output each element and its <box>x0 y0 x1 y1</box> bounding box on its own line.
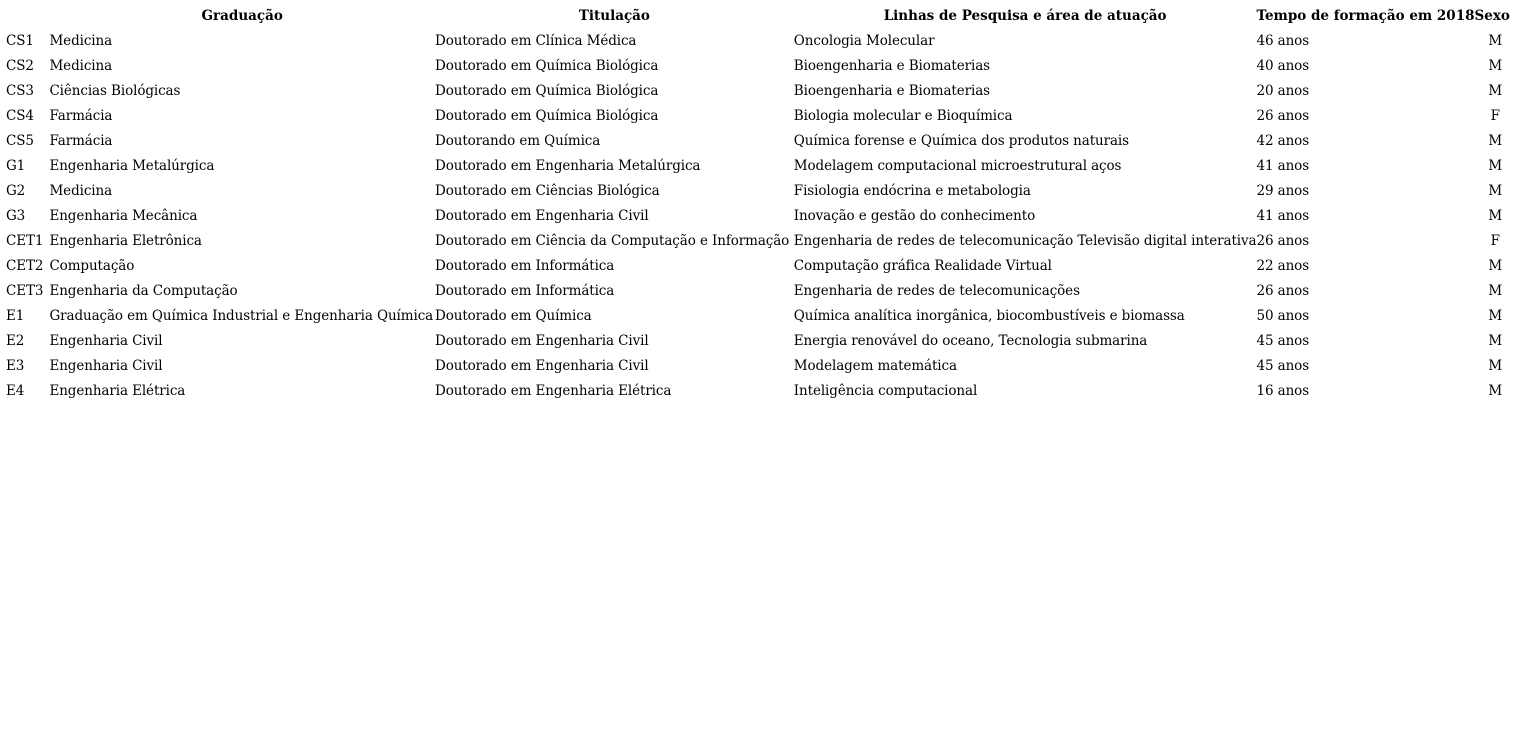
cell-linhas: Oncologia Molecular <box>794 29 1257 54</box>
cell-id: G1 <box>6 154 49 179</box>
table-row <box>6 204 1516 229</box>
cell-graduacao: Ciências Biológicas <box>49 79 435 104</box>
cell-sexo: M <box>1475 254 1516 279</box>
cell-sexo: M <box>1475 29 1516 54</box>
cell-tempo: 50 anos <box>1256 304 1474 329</box>
cell-graduacao: Medicina <box>49 179 435 204</box>
cell-linhas: Inteligência computacional <box>794 379 1257 404</box>
cell-tempo: 26 anos <box>1256 104 1474 129</box>
table-row <box>6 304 1516 329</box>
cell-tempo: 26 anos <box>1256 229 1474 254</box>
cell-graduacao: Engenharia Civil <box>49 354 435 379</box>
cell-sexo: M <box>1475 129 1516 154</box>
cell-sexo: M <box>1475 179 1516 204</box>
cell-titulacao: Doutorado em Química Biológica <box>435 104 794 129</box>
cell-graduacao: Engenharia Mecânica <box>49 204 435 229</box>
header-tempo: Tempo de formação em 2018 <box>1256 4 1474 29</box>
cell-id: CS5 <box>6 129 49 154</box>
table-row <box>6 29 1516 54</box>
table-row <box>6 354 1516 379</box>
cell-graduacao: Medicina <box>49 29 435 54</box>
cell-linhas: Modelagem computacional microestrutural aços <box>794 154 1257 179</box>
cell-graduacao: Computação <box>49 254 435 279</box>
cell-titulacao: Doutorado em Engenharia Elétrica <box>435 379 794 404</box>
cell-id: E3 <box>6 354 49 379</box>
cell-linhas: Química forense e Química dos produtos naturais <box>794 129 1257 154</box>
cell-sexo: M <box>1475 79 1516 104</box>
cell-tempo: 46 anos <box>1256 29 1474 54</box>
cell-tempo: 41 anos <box>1256 154 1474 179</box>
cell-linhas: Computação gráfica Realidade Virtual <box>794 254 1257 279</box>
table-body <box>6 29 1516 404</box>
cell-sexo: F <box>1475 229 1516 254</box>
cell-tempo: 20 anos <box>1256 79 1474 104</box>
cell-id: CS1 <box>6 29 49 54</box>
table-row <box>6 129 1516 154</box>
cell-titulacao: Doutorado em Engenharia Civil <box>435 204 794 229</box>
cell-titulacao: Doutorado em Química Biológica <box>435 54 794 79</box>
table-row <box>6 154 1516 179</box>
cell-sexo: M <box>1475 304 1516 329</box>
cell-tempo: 45 anos <box>1256 329 1474 354</box>
cell-graduacao: Graduação em Química Industrial e Engenharia Química <box>49 304 435 329</box>
table-row <box>6 79 1516 104</box>
cell-sexo: M <box>1475 204 1516 229</box>
cell-sexo: M <box>1475 279 1516 304</box>
cell-titulacao: Doutorado em Informática <box>435 279 794 304</box>
cell-titulacao: Doutorando em Química <box>435 129 794 154</box>
cell-tempo: 22 anos <box>1256 254 1474 279</box>
header-titulacao: Titulação <box>435 4 794 29</box>
cell-tempo: 41 anos <box>1256 204 1474 229</box>
cell-linhas: Engenharia de redes de telecomunicações <box>794 279 1257 304</box>
cell-sexo: M <box>1475 154 1516 179</box>
table-row <box>6 379 1516 404</box>
cell-id: CET1 <box>6 229 49 254</box>
cell-graduacao: Farmácia <box>49 129 435 154</box>
cell-sexo: M <box>1475 54 1516 79</box>
cell-graduacao: Medicina <box>49 54 435 79</box>
header-row <box>6 4 1516 29</box>
cell-linhas: Inovação e gestão do conhecimento <box>794 204 1257 229</box>
cell-titulacao: Doutorado em Engenharia Civil <box>435 329 794 354</box>
cell-id: CS3 <box>6 79 49 104</box>
cell-id: G2 <box>6 179 49 204</box>
cell-sexo: M <box>1475 379 1516 404</box>
cell-tempo: 45 anos <box>1256 354 1474 379</box>
cell-titulacao: Doutorado em Informática <box>435 254 794 279</box>
cell-linhas: Fisiologia endócrina e metabologia <box>794 179 1257 204</box>
cell-tempo: 40 anos <box>1256 54 1474 79</box>
cell-id: E2 <box>6 329 49 354</box>
cell-sexo: M <box>1475 329 1516 354</box>
table-row <box>6 279 1516 304</box>
cell-titulacao: Doutorado em Ciência da Computação e Informação <box>435 229 794 254</box>
cell-tempo: 16 anos <box>1256 379 1474 404</box>
cell-id: CET2 <box>6 254 49 279</box>
cell-linhas: Bioengenharia e Biomaterias <box>794 79 1257 104</box>
table-row <box>6 179 1516 204</box>
cell-titulacao: Doutorado em Engenharia Civil <box>435 354 794 379</box>
cell-tempo: 29 anos <box>1256 179 1474 204</box>
table-row <box>6 254 1516 279</box>
cell-id: CET3 <box>6 279 49 304</box>
cell-id: CS2 <box>6 54 49 79</box>
header-graduacao: Graduação <box>49 4 435 29</box>
cell-linhas: Química analítica inorgânica, biocombustíveis e biomassa <box>794 304 1257 329</box>
cell-id: CS4 <box>6 104 49 129</box>
cell-id: G3 <box>6 204 49 229</box>
table-row <box>6 104 1516 129</box>
cell-sexo: M <box>1475 354 1516 379</box>
cell-graduacao: Engenharia da Computação <box>49 279 435 304</box>
cell-graduacao: Farmácia <box>49 104 435 129</box>
cell-sexo: F <box>1475 104 1516 129</box>
header-sexo: Sexo <box>1475 4 1516 29</box>
cell-graduacao: Engenharia Civil <box>49 329 435 354</box>
cell-titulacao: Doutorado em Engenharia Metalúrgica <box>435 154 794 179</box>
cell-titulacao: Doutorado em Ciências Biológica <box>435 179 794 204</box>
header-linhas: Linhas de Pesquisa e área de atuação <box>794 4 1257 29</box>
cell-linhas: Bioengenharia e Biomaterias <box>794 54 1257 79</box>
table-row <box>6 329 1516 354</box>
cell-linhas: Modelagem matemática <box>794 354 1257 379</box>
cell-graduacao: Engenharia Eletrônica <box>49 229 435 254</box>
header-id <box>6 4 49 29</box>
cell-tempo: 42 anos <box>1256 129 1474 154</box>
cell-graduacao: Engenharia Metalúrgica <box>49 154 435 179</box>
cell-linhas: Engenharia de redes de telecomunicação Televisão digital interativa <box>794 229 1257 254</box>
cell-id: E1 <box>6 304 49 329</box>
cell-linhas: Biologia molecular e Bioquímica <box>794 104 1257 129</box>
cell-titulacao: Doutorado em Química <box>435 304 794 329</box>
cell-id: E4 <box>6 379 49 404</box>
cell-tempo: 26 anos <box>1256 279 1474 304</box>
cell-titulacao: Doutorado em Química Biológica <box>435 79 794 104</box>
table-row <box>6 54 1516 79</box>
cell-titulacao: Doutorado em Clínica Médica <box>435 29 794 54</box>
cell-graduacao: Engenharia Elétrica <box>49 379 435 404</box>
cell-linhas: Energia renovável do oceano, Tecnologia submarina <box>794 329 1257 354</box>
table-row <box>6 229 1516 254</box>
participants-table <box>6 4 1516 404</box>
